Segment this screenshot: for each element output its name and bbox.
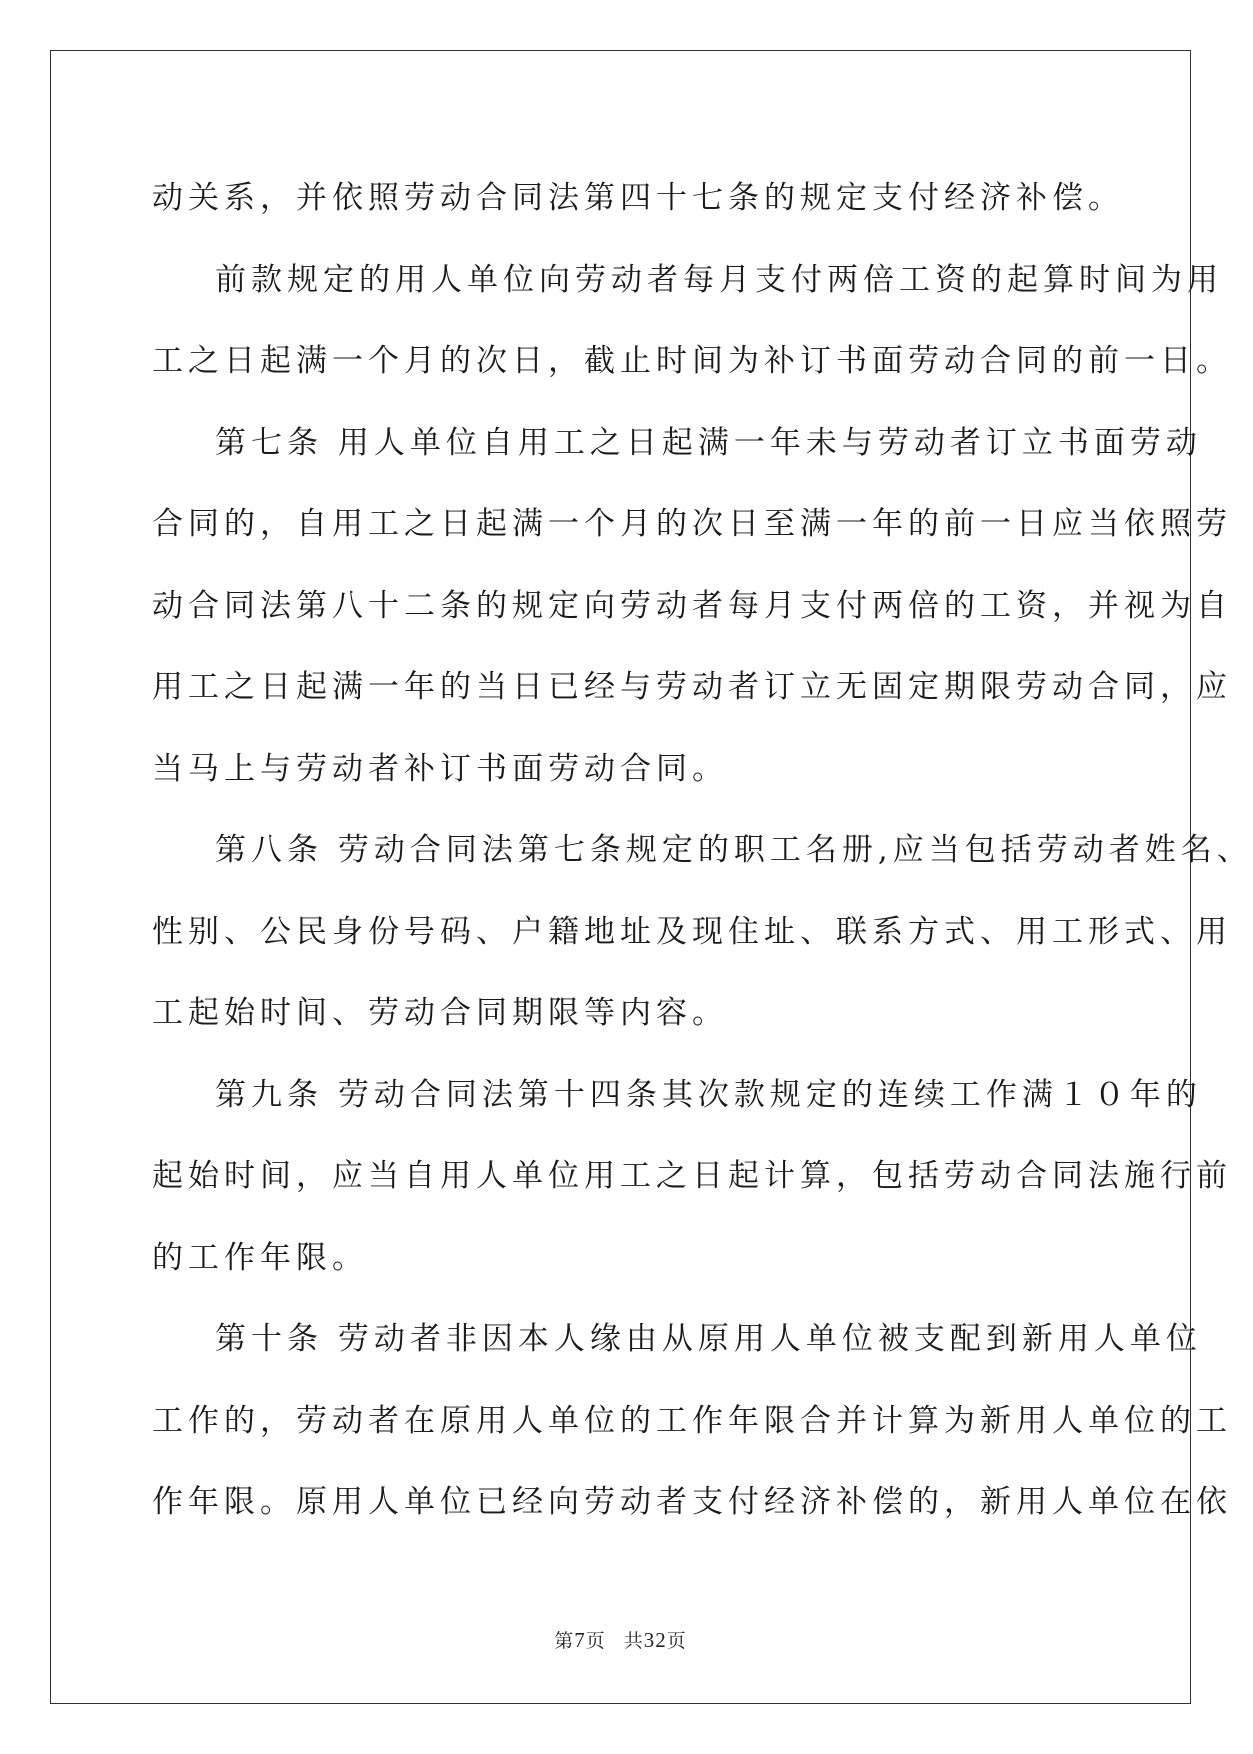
text-line: 的工作年限。 bbox=[152, 1239, 368, 1276]
text-line: 动合同法第八十二条的规定向劳动者每月支付两倍的工资，并视为自 bbox=[152, 587, 1232, 624]
text-line: 第八条 劳动合同法第七条规定的职工名册,应当包括劳动者姓名、 bbox=[215, 832, 1253, 868]
page-footer bbox=[0, 1626, 1241, 1653]
text-line: 作年限。原用人单位已经向劳动者支付经济补偿的，新用人单位在依 bbox=[152, 1484, 1232, 1520]
text-line: 第七条 用人单位自用工之日起满一年未与劳动者订立书面劳动 bbox=[215, 424, 1202, 461]
text-line: 工之日起满一个月的次日，截止时间为补订书面劳动合同的前一日。 bbox=[152, 343, 1232, 379]
page-suffix: 页 bbox=[585, 1630, 606, 1652]
text-line: 当马上与劳动者补订书面劳动合同。 bbox=[152, 750, 728, 787]
text-line: 工作的，劳动者在原用人单位的工作年限合并计算为新用人单位的工 bbox=[152, 1402, 1232, 1439]
document-body bbox=[152, 158, 1253, 1544]
page-number: 7 bbox=[574, 1628, 586, 1652]
text-line: 性别、公民身份号码、户籍地址及现住址、联系方式、用工形式、用 bbox=[152, 913, 1232, 950]
text-line: 动关系，并依照劳动合同法第四十七条的规定支付经济补偿。 bbox=[152, 180, 1124, 216]
text-line: 起始时间，应当自用人单位用工之日起计算，包括劳动合同法施行前 bbox=[152, 1158, 1232, 1194]
text-line: 工起始时间、劳动合同期限等内容。 bbox=[152, 995, 728, 1031]
text-line: 第九条 劳动合同法第十四条其次款规定的连续工作满１０年的 bbox=[215, 1076, 1202, 1113]
text-line: 前款规定的用人单位向劳动者每月支付两倍工资的起算时间为用 bbox=[215, 261, 1223, 298]
total-suffix: 页 bbox=[666, 1630, 687, 1652]
text-line: 用工之日起满一年的当日已经与劳动者订立无固定期限劳动合同，应 bbox=[152, 669, 1232, 705]
total-prefix: 共 bbox=[623, 1630, 644, 1652]
text-line: 合同的，自用工之日起满一个月的次日至满一年的前一日应当依照劳 bbox=[152, 506, 1232, 542]
page-prefix: 第 bbox=[554, 1630, 575, 1652]
text-line: 第十条 劳动者非因本人缘由从原用人单位被支配到新用人单位 bbox=[215, 1321, 1202, 1357]
total-pages: 32 bbox=[643, 1628, 667, 1652]
